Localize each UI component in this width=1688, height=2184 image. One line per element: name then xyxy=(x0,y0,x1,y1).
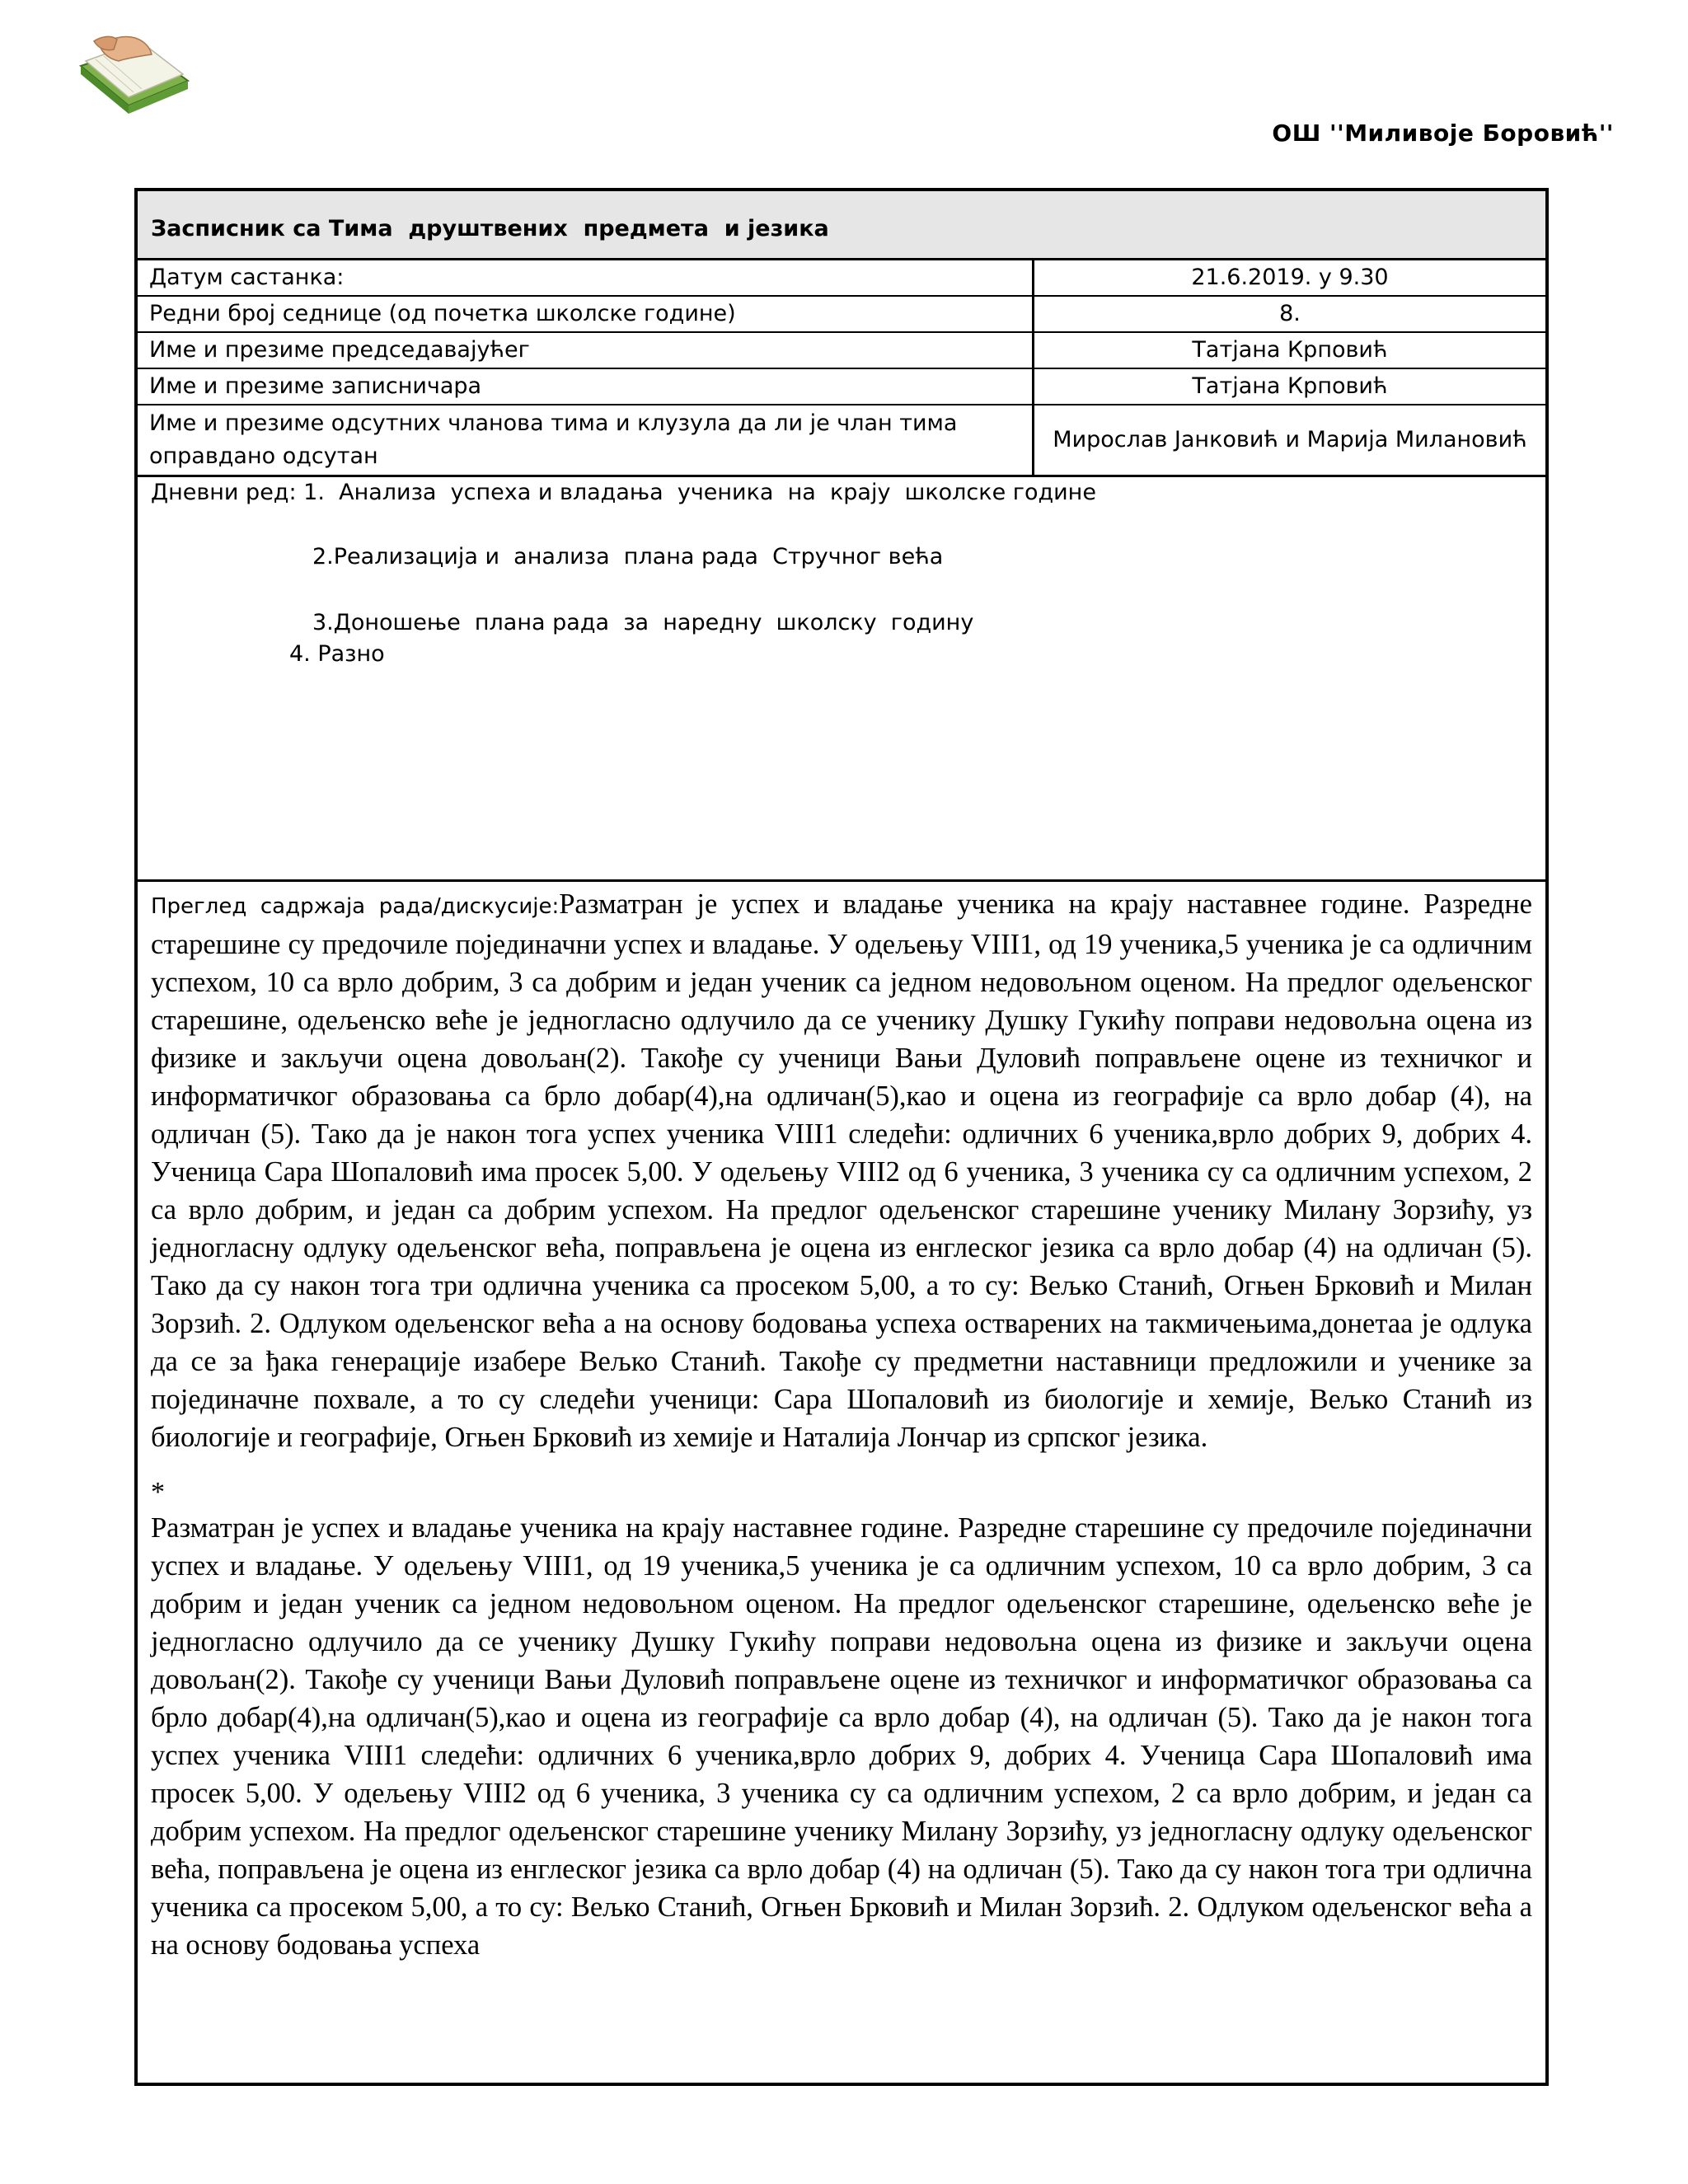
book-with-hand-icon xyxy=(76,23,191,115)
agenda-item-2: 2.Реализација и анализа плана рада Стручног већа xyxy=(312,544,944,569)
absent-members-value: Мирослав Јанковић и Марија Милановић xyxy=(1034,405,1546,476)
meeting-date-label: Датум састанка: xyxy=(138,260,1034,296)
review-paragraph-1 xyxy=(151,885,1532,1456)
agenda-item-1 xyxy=(151,480,1096,505)
table-row xyxy=(138,332,1545,368)
table-row xyxy=(138,368,1545,405)
review-paragraph-2: Разматран је успех и владање ученика на крају наставнее године. Разредне старешине су предочиле појединачни успех и владање. У одељењу VIII1, од 19 ученика,5 ученика је са одличним успехом, 10 са врло добрим, 3 са добрим и један ученик са једном недовољном оценом. На предлог одељенског старешине, одељенско веће је једногласно одлучило да се ученику Душку Гукићу поправи недовољна оцена из физике и закључи оцена довољан(2). Такође су ученици Вањи Дуловић поправљене оцене из техничког и информатичког образовања са брло добар(4),на одличан(5),као и оцена из географије са врло добар (4), на одличан (5). Тако да је након тога успех ученика VIII1 следећи: одличних 6 ученика,врло добрих 9, добрих 4. Ученица Сара Шопаловић има просек 5,00. У одељењу VIII2 од 6 ученика, 3 ученика су са одличним успехом, 2 са врло добрим, и један са добрим успехом. На предлог одељенског старешине ученику Милану Зорзићу, уз једногласну одлуку одељенског већа, поправљена је оцена из енглеског језика са врло добар (4) на одличан (5). Тако да су након тога три одлична ученика са просеком 5,00, а то су: Вељко Станић, Огњен Брковић и Милан Зорзић. 2. Одлуком одељенског већа а на основу бодовања успеха xyxy=(151,1512,1532,1961)
review-paragraph-1-text: Разматран је успех и владање ученика на крају наставнее године. Разредне старешине су предочиле појединачни успех и владање. У одељењу VIII1, од 19 ученика,5 ученика је са одличним успехом, 10 са врло добрим, 3 са добрим и један ученик са једном недовољном оценом. На предлог одељенског старешине, одељенско веће је једногласно одлучило да се ученику Душку Гукићу поправи недовољна оцена из физике и закључи оцена довољан(2). Такође су ученици Вањи Дуловић поправљене оцене из техничког и информатичког образовања са брло добар(4),на одличан(5),као и оцена из географије са врло добар (4), на одличан (5). Тако да је након тога успех ученика VIII1 следећи: одличних 6 ученика,врло добрих 9, добрих 4. Ученица Сара Шопаловић има просек 5,00. У одељењу VIII2 од 6 ученика, 3 ученика су са одличним успехом, 2 са врло добрим, и један са добрим успехом. На предлог одељенског старешине ученику Милану Зорзићу, уз једногласну одлуку одељенског већа, поправљена је оцена из енглеског језика са врло добар (4) на одличан (5). Тако да су након тога три одлична ученика са просеком 5,00, а то су: Вељко Станић, Огњен Брковић и Милан Зорзић. 2. Одлуком одељенског већа а на основу бодовања успеха остварених на такмичењима,донетаа је одлука да се за ђака генерације изабере Вељко Станић. Такође су предметни наставници предложили и ученике за појединачне похвале, а то су следећи ученици: Сара Шопаловић из биологије и хемије, Вељко Станић из биологије и географије, Огњен Брковић из хемије и Наталија Лончар из српског језика. xyxy=(151,888,1532,1453)
session-number-label: Редни број седнице (од почетка школске године) xyxy=(138,296,1034,332)
table-row xyxy=(138,260,1545,296)
review-label: Преглед садржаја рада/дискусије: xyxy=(151,894,560,919)
separator: * xyxy=(151,1477,165,1507)
agenda-section xyxy=(138,476,1545,882)
agenda-label: Дневни ред: xyxy=(151,480,297,505)
table-row xyxy=(138,405,1545,476)
agenda-item-1-text: 1. Анализа успеха и владања ученика на крају школске године xyxy=(303,480,1096,505)
agenda-item-3: 3.Доношење плана рада за наредну школску годину xyxy=(312,610,974,635)
form-title: Засписник са Тима друштвених предмета и језика xyxy=(138,191,1545,260)
minutes-form xyxy=(134,188,1549,2086)
school-name: ОШ ''Миливоје Боровић'' xyxy=(1272,120,1614,147)
chairperson-value: Татјана Крповић xyxy=(1034,332,1546,368)
table-row xyxy=(138,296,1545,332)
session-number-value: 8. xyxy=(1034,296,1546,332)
agenda-item-4: 4. Разно xyxy=(289,641,385,667)
meeting-date-value: 21.6.2019. у 9.30 xyxy=(1034,260,1546,296)
chairperson-label: Име и презиме председавајућег xyxy=(138,332,1034,368)
review-section xyxy=(138,882,1545,2085)
absent-members-label: Име и презиме одсутних чланова тима и клузула да ли је члан тима оправдано одсутан xyxy=(138,405,1034,476)
meeting-info-table xyxy=(138,260,1545,477)
recorder-label: Име и презиме записничара xyxy=(138,368,1034,405)
recorder-value: Татјана Крповић xyxy=(1034,368,1546,405)
